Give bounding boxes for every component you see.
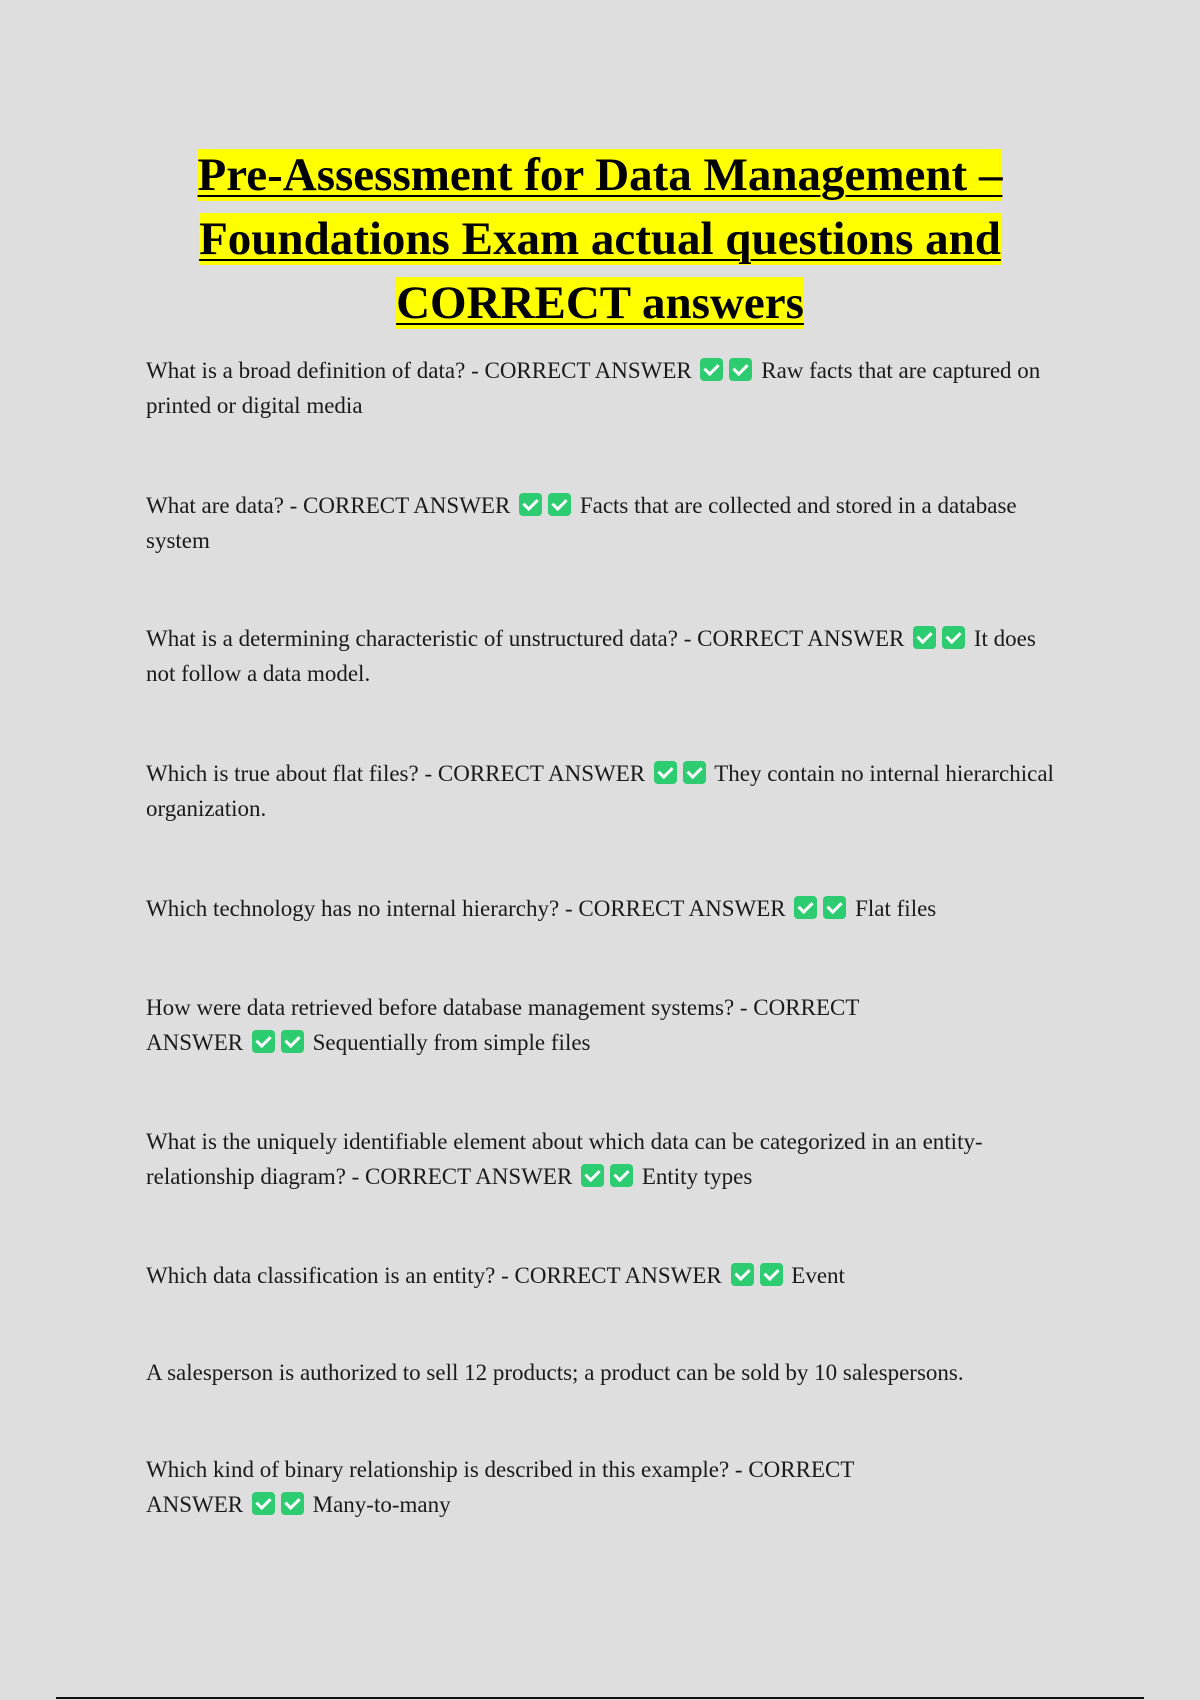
question-text: What is the uniquely identifiable element about which data can be categorized in an entity-relationship diagram? - CORRECT ANSWER xyxy=(146,1129,983,1189)
check-box-icon xyxy=(823,896,846,919)
question-text: A salesperson is authorized to sell 12 products; a product can be sold by 10 salespersons. xyxy=(146,1360,964,1385)
question-text: Which data classification is an entity? - CORRECT ANSWER xyxy=(146,1263,722,1288)
question-text: What is a determining characteristic of unstructured data? - CORRECT ANSWER xyxy=(146,626,905,651)
qa-item xyxy=(146,353,1066,423)
check-box-icon xyxy=(252,1030,275,1053)
qa-item xyxy=(146,621,1066,691)
answer-text: They contain no internal hierarchical organization. xyxy=(146,761,1054,821)
check-box-icon xyxy=(913,626,936,649)
qa-item xyxy=(146,891,1066,926)
answer-text: Flat files xyxy=(855,896,937,921)
question-text: How were data retrieved before database management systems? - CORRECT ANSWER xyxy=(146,995,859,1055)
answer-text: Facts that are collected and stored in a database system xyxy=(146,493,1017,553)
answer-text: Sequentially from simple files xyxy=(312,1030,591,1055)
check-box-icon xyxy=(760,1263,783,1286)
qa-item xyxy=(146,1124,1066,1194)
title-line-1: Pre-Assessment for Data Management – xyxy=(197,149,1003,201)
check-box-icon xyxy=(654,761,677,784)
title-line-2: Foundations Exam actual questions and xyxy=(199,213,1001,265)
check-box-icon xyxy=(548,493,571,516)
check-box-icon xyxy=(731,1263,754,1286)
question-text: Which technology has no internal hierarchy? - CORRECT ANSWER xyxy=(146,896,786,921)
check-box-icon xyxy=(252,1492,275,1515)
check-box-icon xyxy=(281,1492,304,1515)
check-box-icon xyxy=(794,896,817,919)
qa-list xyxy=(146,353,1066,1522)
answer-text: Event xyxy=(791,1263,845,1288)
qa-item xyxy=(146,1355,1066,1390)
check-box-icon xyxy=(610,1164,633,1187)
check-box-icon xyxy=(700,358,723,381)
question-text: Which kind of binary relationship is described in this example? - CORRECT ANSWER xyxy=(146,1457,854,1517)
question-text: What is a broad definition of data? - CORRECT ANSWER xyxy=(146,358,692,383)
question-text: Which is true about flat files? - CORRECT ANSWER xyxy=(146,761,646,786)
check-box-icon xyxy=(581,1164,604,1187)
check-box-icon xyxy=(683,761,706,784)
answer-text: Many-to-many xyxy=(312,1492,451,1517)
answer-text: Raw facts that are captured on printed or digital media xyxy=(146,358,1041,418)
check-box-icon xyxy=(729,358,752,381)
qa-item xyxy=(146,990,936,1060)
check-box-icon xyxy=(281,1030,304,1053)
qa-item xyxy=(146,488,1066,558)
qa-item xyxy=(146,1258,1066,1293)
footer-divider xyxy=(56,1697,1144,1699)
qa-item xyxy=(146,1452,936,1522)
question-text: What are data? - CORRECT ANSWER xyxy=(146,493,511,518)
answer-text: It does not follow a data model. xyxy=(146,626,1036,686)
qa-item xyxy=(146,756,1066,826)
check-box-icon xyxy=(519,493,542,516)
document-title xyxy=(150,143,1050,335)
title-line-3: CORRECT answers xyxy=(396,277,804,329)
check-box-icon xyxy=(942,626,965,649)
answer-text: Entity types xyxy=(641,1164,753,1189)
